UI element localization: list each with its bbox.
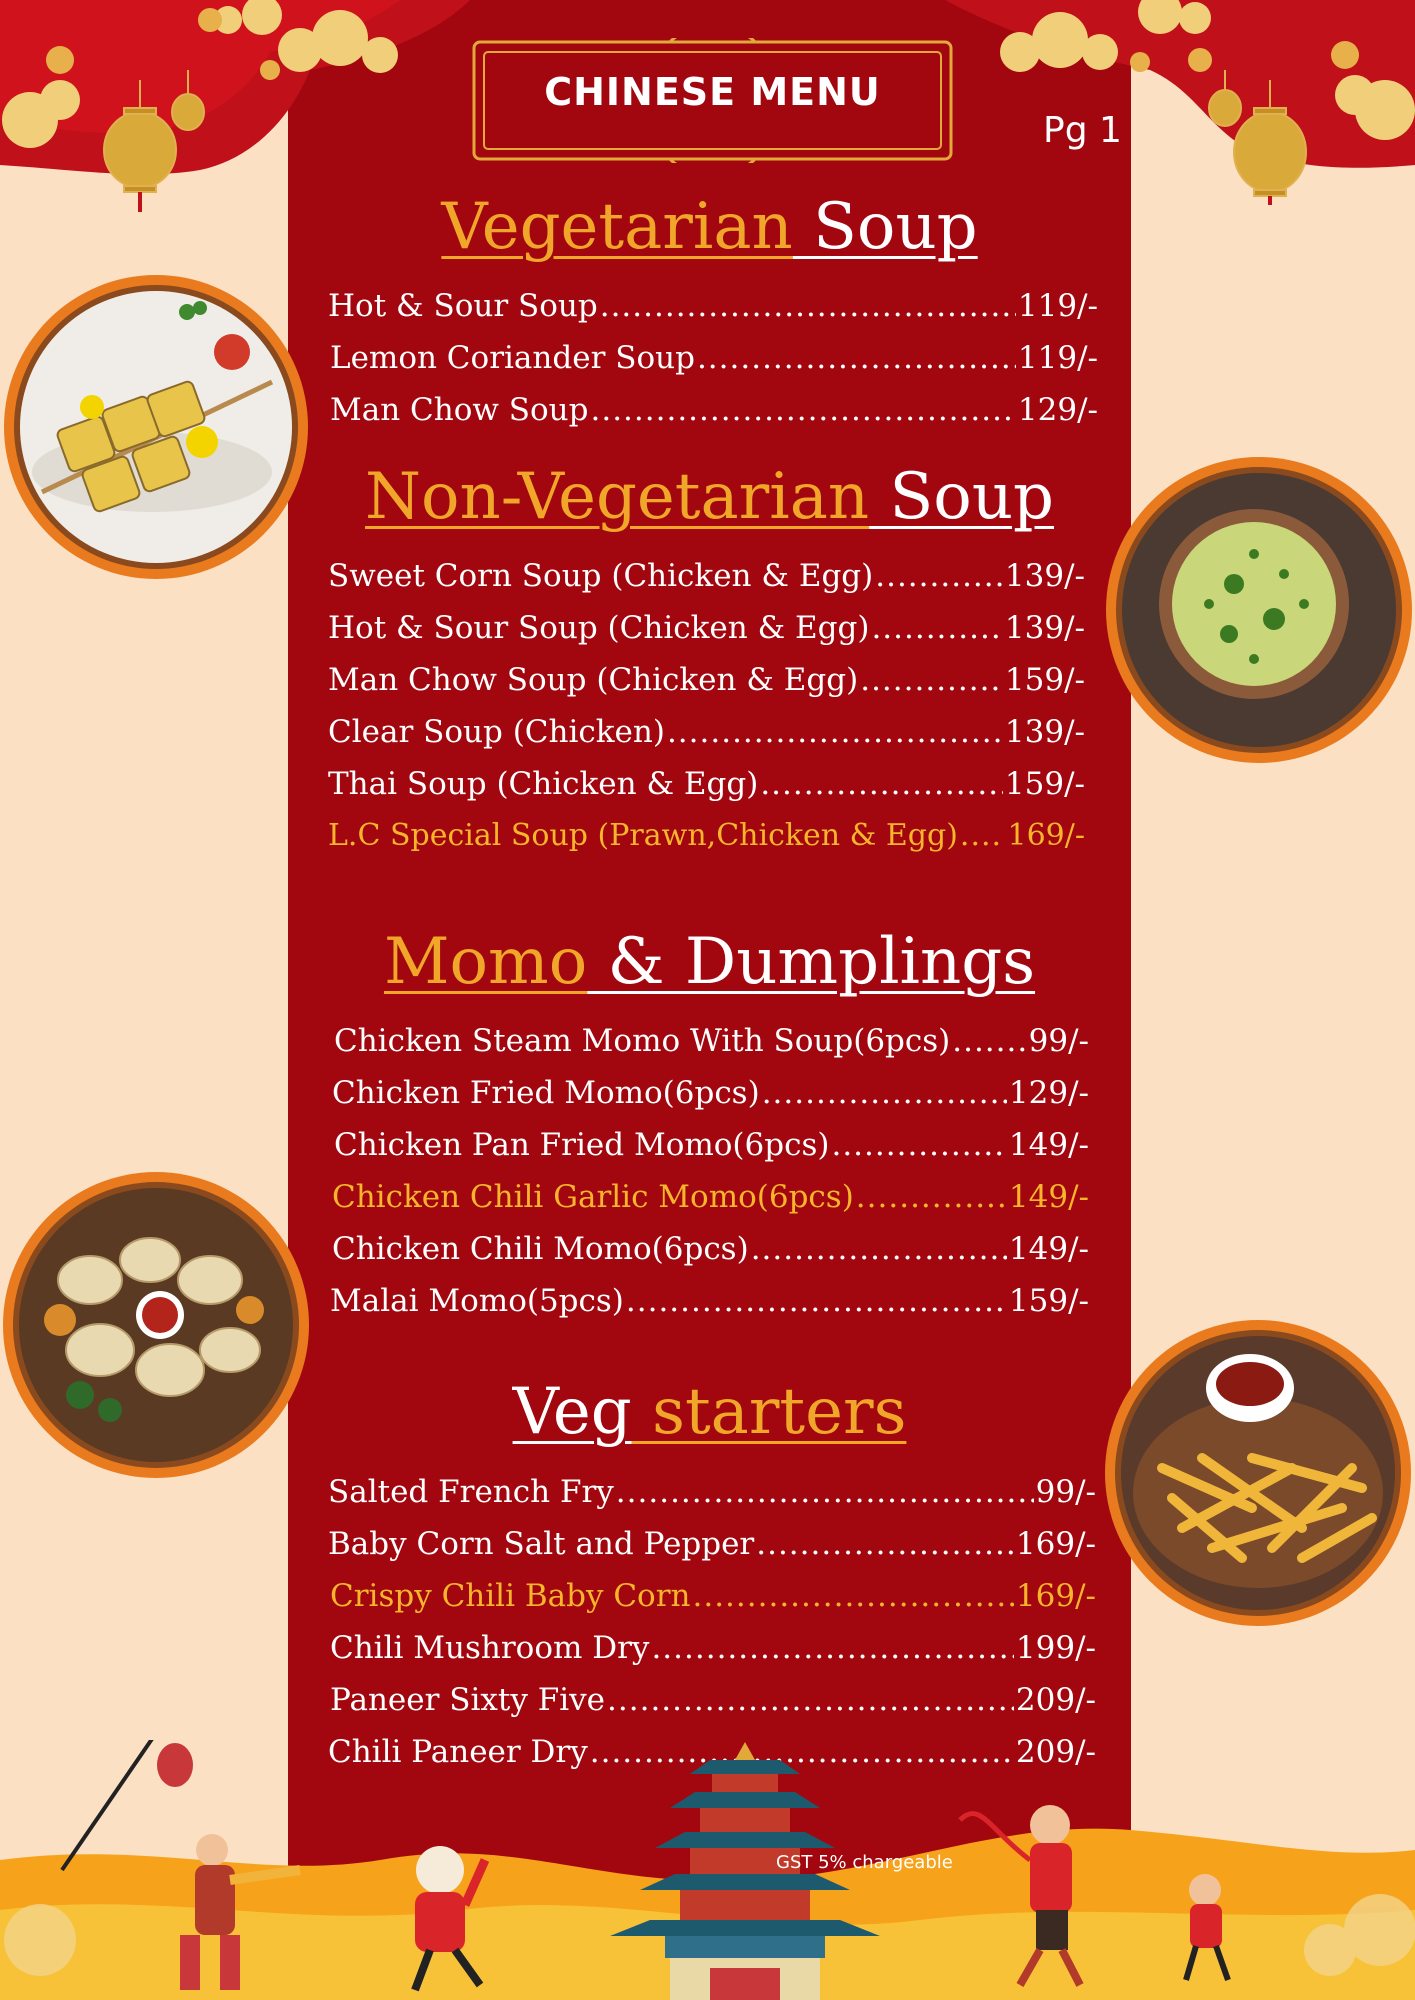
menu-item-special: Chicken Chili Garlic Momo(6pcs) ..... 149/- — [332, 1179, 1089, 1215]
heading-part-gold: starters — [631, 1375, 907, 1449]
page-number: Pg 1 — [1043, 110, 1122, 151]
menu-item: Sweet Corn Soup (Chicken & Egg) ..... 139/- — [328, 558, 1085, 594]
menu-item: Lemon Coriander Soup ..... 119/- — [330, 340, 1098, 376]
heading-part-white: & Dumplings — [587, 925, 1036, 999]
momo-platter-photo — [0, 1170, 312, 1480]
menu-item-special: Crispy Chili Baby Corn ..... 169/- — [330, 1578, 1096, 1614]
heading-part-white: Soup — [792, 190, 978, 264]
gst-note: GST 5% chargeable — [776, 1852, 953, 1873]
menu-item: Clear Soup (Chicken) ..... 139/- — [328, 714, 1085, 750]
menu-item: Salted French Fry ..... 99/- — [328, 1474, 1096, 1510]
bottom-festive-decoration — [0, 1740, 1415, 2000]
heading-part-gold: Vegetarian — [441, 190, 793, 264]
section-heading-momo — [288, 925, 1131, 999]
section-heading-veg-soup — [288, 190, 1131, 264]
heading-part-gold: Momo — [383, 925, 588, 999]
heading-part-white: Veg — [512, 1375, 632, 1449]
menu-item: Chili Paneer Dry ..... 209/- — [328, 1734, 1096, 1770]
broccoli-soup-photo — [1104, 454, 1414, 766]
section-heading-nonveg-soup — [288, 460, 1131, 534]
french-fries-photo — [1102, 1318, 1414, 1628]
menu-item: Malai Momo(5pcs) ..... 159/- — [330, 1283, 1089, 1319]
menu-item: Baby Corn Salt and Pepper ..... 169/- — [328, 1526, 1096, 1562]
menu-item: Hot & Sour Soup ..... 119/- — [328, 288, 1098, 324]
menu-title: CHINESE MENU — [544, 70, 881, 114]
menu-item: Man Chow Soup (Chicken & Egg) ..... 159/- — [328, 662, 1085, 698]
heading-part-gold: Non-Vegetarian — [365, 460, 870, 534]
menu-item: Chili Mushroom Dry ..... 199/- — [330, 1630, 1096, 1666]
menu-item: Chicken Pan Fried Momo(6pcs) ..... 149/- — [334, 1127, 1089, 1163]
menu-item: Hot & Sour Soup (Chicken & Egg) ..... 139/- — [328, 610, 1085, 646]
menu-item: Thai Soup (Chicken & Egg) ..... 159/- — [328, 766, 1085, 802]
menu-item: Paneer Sixty Five ..... 209/- — [330, 1682, 1096, 1718]
heading-part-white: Soup — [869, 460, 1054, 534]
paneer-tikka-photo — [2, 272, 310, 582]
section-heading-veg-starters — [288, 1375, 1131, 1449]
menu-item-special: L.C Special Soup (Prawn,Chicken & Egg) ..... 169/- — [328, 818, 1085, 853]
menu-item: Chicken Fried Momo(6pcs) ..... 129/- — [332, 1075, 1089, 1111]
menu-item: Chicken Steam Momo With Soup(6pcs) ..... 99/- — [334, 1023, 1089, 1059]
menu-item: Chicken Chili Momo(6pcs) ..... 149/- — [332, 1231, 1089, 1267]
menu-item: Man Chow Soup ..... 129/- — [330, 392, 1098, 428]
